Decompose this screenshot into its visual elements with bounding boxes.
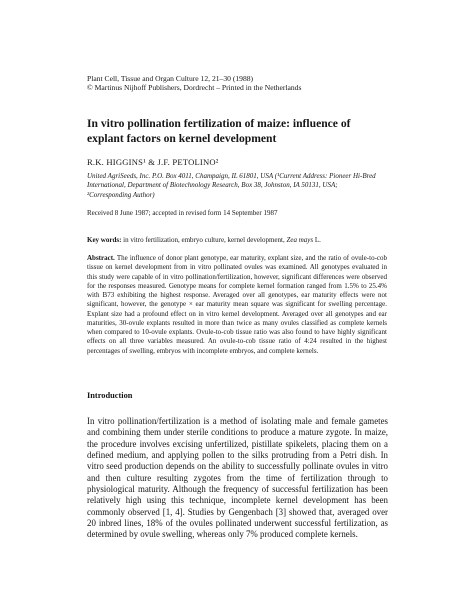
- keywords-species: Zea mays: [286, 236, 314, 244]
- abstract: [87, 254, 387, 356]
- introduction-paragraph: In vitro pollination/fertilization is a method of isolating male and female gametes and combining them under sterile conditions to produce a mature zygote. In maize, the procedure involves excising unfertilized, pistillate spikelets, placing them on a defined medium, and applying pollen to the silks protruding from a Petri dish. In vitro seed production depends on the ability to successfully pollinate ovules in vitro and then culture resulting zygotes from the time of fertilization through to physiological maturity. Although the frequency of successful fertilization has been relatively high using this technique, incomplete kernel development has been commonly observed [1, 4]. Studies by Gengenbach [3] showed that, averaged over 20 inbred lines, 18% of the ovules pollinated underwent successful fertilization, as determined by ovule swelling, whereas only 7% produced complete kernels.: [87, 416, 388, 540]
- abstract-label: Abstract.: [87, 254, 115, 262]
- section-heading: Introduction: [87, 391, 133, 400]
- keywords-label: Key words:: [87, 236, 122, 244]
- keywords: [87, 236, 387, 244]
- authors: R.K. HIGGINS¹ & J.F. PETOLINO²: [87, 157, 219, 167]
- article-title: In vitro pollination fertilization of maize: influence of explant factors on kernel development: [87, 117, 351, 145]
- journal-line-1: Plant Cell, Tissue and Organ Culture 12, 21–30 (1988): [87, 74, 254, 83]
- received-dates: Received 8 June 1987; accepted in revised form 14 September 1987: [87, 209, 278, 217]
- journal-citation: [87, 74, 301, 92]
- abstract-text: The influence of donor plant genotype, ear maturity, explant size, and the ratio of ovule-to-cob tissue on kernel development from in vitro pollinated ovules was examined. All genotypes evaluated in this study were capable of in vitro pollination/fertilization, however, significant differences were observed for the responses measured. Genotype means for complete kernel formation ranged from 1.5% to 25.4% with B73 exhibiting the highest response. Averaged over all genotypes, ear maturity effects were not significant, however, the genotype × ear maturity mean square was significant for swelling percentage. Explant size had a profound effect on in vitro kernel development. Averaged over all genotypes and ear maturities, 30-ovule explants resulted in more than twice as many ovules classified as complete kernels when compared to 10-ovule explants. Ovule-to-cob tissue ratio was also found to have highly significant effects on all three variables measured. An ovule-to-cob tissue ratio of 4:24 resulted in the highest percentages of swelling, embryos with incomplete embryos, and complete kernels.: [87, 254, 388, 355]
- keywords-end: L.: [314, 236, 321, 244]
- affiliation: United AgriSeeds, Inc. P.O. Box 4011, Champaign, IL 61801, USA (¹Current Address: Pioneer Hi-Bred International, Department of Biotechnology Research, Box 38, Johnston, IA 50131, USA; ²Corresponding Author): [87, 172, 376, 199]
- journal-line-2: © Martinus Nijhoff Publishers, Dordrecht – Printed in the Netherlands: [87, 83, 302, 92]
- keywords-text: in vitro fertilization, embryo culture, kernel development,: [123, 236, 285, 244]
